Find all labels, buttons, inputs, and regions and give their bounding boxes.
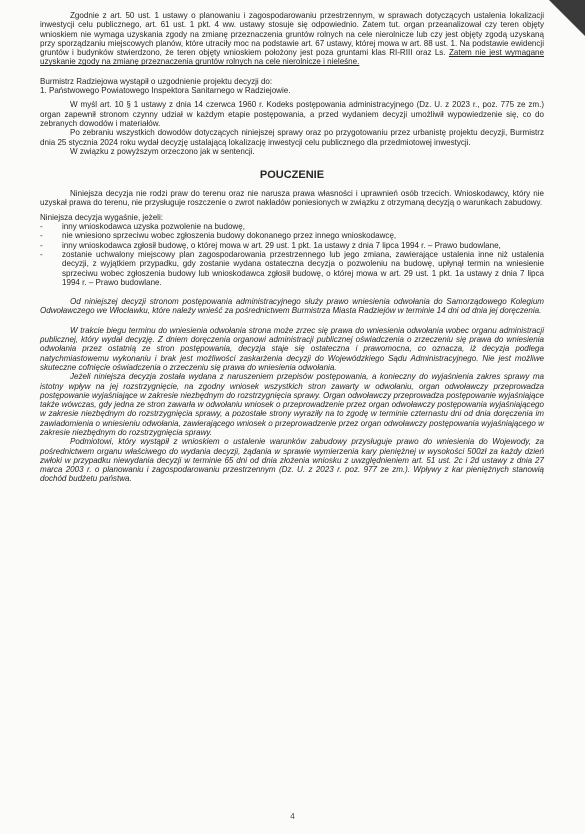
paragraph-art-50-underlined: Zatem nie jest wymagane uzyskanie zgody na zmianę przeznaczenia gruntów rolnych na cele nierolnicze i nieleśne.	[40, 48, 545, 67]
page-content	[40, 11, 544, 484]
page-corner-shadow	[549, 0, 585, 36]
consultation-intro: Burmistrz Radziejowa wystąpił o uzgodnienie projektu decyzji do:	[40, 76, 273, 86]
section-title-pouczenie: POUCZENIE	[259, 169, 325, 182]
list-item	[40, 250, 544, 287]
list-dash: -	[40, 249, 43, 259]
paragraph-art-50-text: Zgodnie z art. 50 ust. 1 ustawy o planowaniu i zagospodarowaniu przestrzennym, w sprawach dotyczących ustalenia lokalizacji inwestycji celu publicznego, art. 61 ust. 1 pkt. 4 ww. ustawy stosuje się odpowiednio. Zatem tut. organ przeanalizował czy teren objęty wnioskiem nie wymaga uzyskania zgody na zmianę przeznaczenia gruntów rolnych na cele nierolnicze lub czy jest objęty zgodą uzyskaną przy sporządzaniu miejscowych planów, które utraciły moc na podstawie art. 67 ustawy, której mowa w art. 88 ust. 1. Na podstawie ewidencji gruntów i budynków stwierdzono, że teren objęty wnioskiem położony jest poza gruntami klas RI-RIII oraz Ls.	[40, 11, 544, 58]
expiry-list-intro: Niniejsza decyzja wygaśnie, jeżeli:	[40, 212, 163, 222]
procedure-violation-paragraph: Jeżeli niniejsza decyzja została wydana z naruszeniem przepisów postępowania, a konieczny do wyjaśnienia zakres sprawy ma istotny wpływ na jej rozstrzygnięcie, na zgodny wniosek wszystkich stron zawarty w odwołaniu, organ odwoławczy przeprowadza postępowanie wyjaśniające w zakresie niezbędnym do rozstrzygnięcia sprawy. Organ odwoławczy przeprowadza postępowanie wyjaśniające także wówczas, gdy jedna ze stron zawarła w odwołaniu wniosek o przeprowadzenie przez organ odwoławczy postępowania wyjaśniającego w zakresie niezbędnym do rozstrzygnięcia sprawy, a pozostałe strony wyraziły na to zgodę w terminie czternastu dni od dnia doręczenia im zawiadomienia o wniesieniu odwołania, zawierającego wniosek o przeprowadzenie przez organ odwoławczy postępowania wyjaśniającego w zakresie niezbędnym do rozstrzygnięcia sprawy.	[40, 372, 544, 437]
list-item	[40, 241, 544, 250]
penalty-paragraph: Podmiotowi, który wystąpił z wnioskiem o ustalenie warunków zabudowy przysługuje prawo do wniesienia do Wojewody, za pośrednictwem organu właściwego do wydania decyzji, żądania w sprawie wymierzenia kary pieniężnej w wysokości 500zł za każdy dzień zwłoki w przypadku niewydania decyzji w terminie 65 dni od dnia złożenia wniosku z uwzględnieniem art. 51 ust. 2c i 2d ustawy z dnia 27 marca 2003 r. o planowaniu i zagospodarowaniu przestrzennym (Dz. U. z 2023 r. poz. 977 ze zm.). Wpływy z kar pieniężnych stanowią dochód budżetu państwa.	[40, 437, 544, 484]
paragraph-decision-issued: Po zebraniu wszystkich dowodów dotyczących niniejszej sprawy oraz po przygotowaniu przez urbanistę projektu decyzji, Burmistrz dnia 25 stycznia 2024 roku wydał decyzję ustalającą lokalizację inwestycji celu publicznego dla przedmiotowej inwestycji.	[40, 128, 544, 147]
pouczenie-rights-paragraph: Niniejsza decyzja nie rodzi praw do terenu oraz nie narusza prawa własności i uprawnień osób trzecich. Wnioskodawcy, który nie uzyskał prawa do terenu, nie przysługuje roszczenie o zwrot nakładów poniesionych w związku z otrzymaną decyzją o warunkach zabudowy.	[40, 189, 544, 208]
waiver-paragraph: W trakcie biegu terminu do wniesienia odwołania strona może zrzec się prawa do wniesienia odwołania wobec organu administracji publicznej, który wydał decyzję. Z dniem doręczenia organowi administracji publicznej oświadczenia o zrzeczeniu się prawa do wniesienia odwołania przez ostatnią ze stron postępowania, decyzja staje się ostateczna i prawomocna, co oznacza, iż decyzja podlega natychmiastowemu wykonaniu i brak jest możliwości zaskarżenia decyzji do Wojewódzkiego Sądu Administracyjnego. Nie jest możliwe skuteczne cofnięcie oświadczenia o zrzeczeniu się prawa do wniesienia odwołania.	[40, 325, 544, 372]
list-item-text: zostanie uchwalony miejscowy plan zagospodarowania przestrzennego lub jego zmiana, zawierające ustalenia inne niż ustalenia decyzji, z wyjątkiem przypadku, gdy zostanie wydana ostateczna decyzja o pozwoleniu na budowę, upłynął termin na wniesienie sprzeciwu wobec zgłoszenia budowy lub wnioskodawca zgłosił budowę, o której mowa w art. 29 ust. 1 pkt. 1a ustawy z dnia 7 lipca 1994 r. – Prawo budowlane.	[62, 249, 544, 287]
page-number: 4	[290, 812, 295, 821]
expiry-list	[40, 222, 544, 287]
list-item-text: nie wniesiono sprzeciwu wobec zgłoszenia budowy dokonanego przez innego wnioskodawcę,	[62, 231, 397, 241]
list-item-text: inny wnioskodawca uzyska pozwolenie na budowę,	[62, 222, 245, 232]
consultation-item-1: 1. Państwowego Powiatowego Inspektora Sanitarnego w Radziejowie.	[40, 86, 291, 96]
list-item	[40, 231, 544, 240]
list-item-text: inny wnioskodawca zgłosił budowę, o której mowa w art. 29 ust. 1 pkt. 1a ustawy z dnia 7 lipca 1994 r. – Prawo budowlane,	[62, 240, 501, 250]
list-item	[40, 222, 544, 231]
appeal-paragraph: Od niniejszej decyzji stronom postępowania administracyjnego służy prawo wniesienia odwołania do Samorządowego Kolegium Odwoławczego we Włocławku, które należy wnieść za pośrednictwem Burmistrza Miasta Radziejów w terminie 14 dni od dnia jej doręczenia.	[40, 297, 544, 316]
paragraph-conclusion: W związku z powyższym orzeczono jak w sentencji.	[70, 146, 255, 156]
list-dash: -	[40, 222, 43, 232]
list-dash: -	[40, 231, 43, 241]
list-dash: -	[40, 240, 43, 250]
paragraph-kpa: W myśl art. 10 § 1 ustawy z dnia 14 czerwca 1960 r. Kodeks postępowania administracyjnego (Dz. U. z 2023 r., poz. 775 ze zm.) organ zapewnił stronom czynny udział w każdym etapie postępowania, a przed wydaniem decyzji umożliwił wypowiedzenie się, co do zebranych dowodów i materiałów.	[40, 100, 544, 128]
paragraph-art-50	[40, 11, 544, 67]
